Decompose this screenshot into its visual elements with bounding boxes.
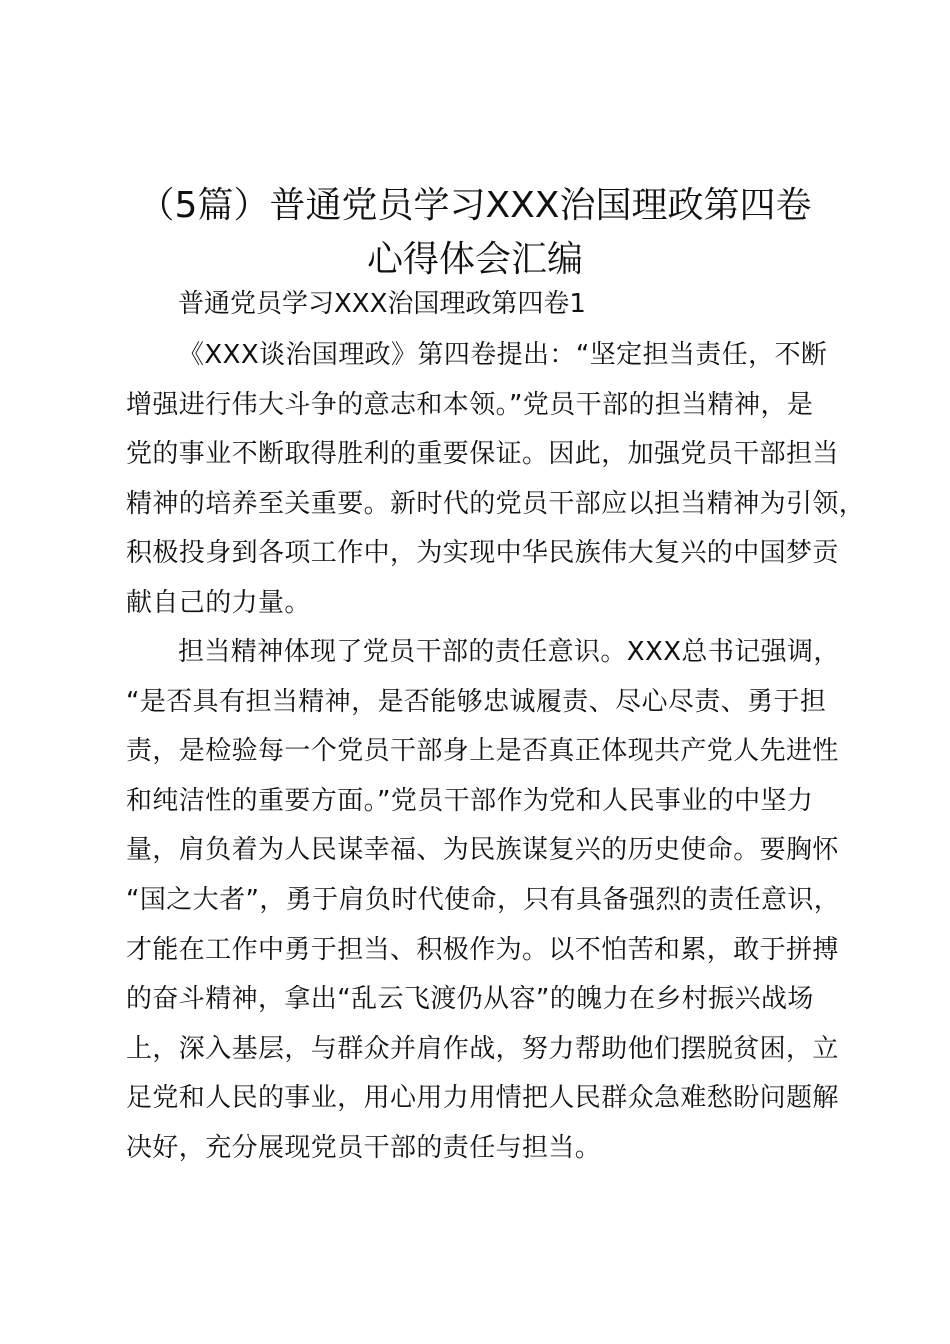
- paragraph-line: 的奋斗精神，拿出“乱云飞渡仍从容”的魄力在乡村振兴战场: [126, 984, 814, 1015]
- paragraph-1: [126, 331, 866, 629]
- paragraph-line: “是否具有担当精神，是否能够忠诚履责、尽心尽责、勇于担: [126, 686, 827, 717]
- paragraph-line: 《XXX谈治国理政》第四卷提出：“坚定担当责任，不断: [178, 340, 828, 370]
- paragraph-line: 足党和人民的事业，用心用力用情把人民群众急难愁盼问题解: [126, 1083, 839, 1114]
- paragraph-line: 担当精神体现了党员干部的责任意识。XXX总书记强调，: [178, 637, 840, 667]
- paragraph-2: [126, 628, 846, 1174]
- document-title-line-2: 心得体会汇编: [366, 239, 583, 280]
- paragraph-line: 和纯洁性的重要方面。”党员干部作为党和人民事业的中坚力: [126, 785, 814, 816]
- paragraph-line: 决好，充分展现党员干部的责任与担当。: [126, 1132, 602, 1163]
- paragraph-line: 精神的培养至关重要。新时代的党员干部应以担当精神为引领，: [126, 488, 866, 519]
- section-subtitle: 普通党员学习XXX治国理政第四卷1: [178, 289, 586, 319]
- paragraph-line: 上，深入基层，与群众并肩作战，努力帮助他们摆脱贫困，立: [126, 1033, 839, 1064]
- paragraph-line: 量，肩负着为人民谋幸福、为民族谋复兴的历史使命。要胸怀: [126, 835, 839, 866]
- paragraph-line: 才能在工作中勇于担当、积极作为。以不怕苦和累，敢于拼搏: [126, 934, 839, 965]
- paragraph-line: 献自己的力量。: [126, 587, 311, 618]
- paragraph-line: “国之大者”，勇于肩负时代使命，只有具备强烈的责任意识，: [126, 884, 841, 915]
- paragraph-line: 增强进行伟大斗争的意志和本领。”党员干部的担当精神，是: [126, 389, 814, 420]
- paragraph-line: 责，是检验每一个党员干部身上是否真正体现共产党人先进性: [126, 736, 839, 767]
- paragraph-line: 积极投身到各项工作中，为实现中华民族伟大复兴的中国梦贡: [126, 538, 839, 569]
- paragraph-line: 党的事业不断取得胜利的重要保证。因此，加强党员干部担当: [126, 439, 839, 470]
- document-title-line-1: （5篇）普通党员学习XXX治国理政第四卷: [138, 185, 812, 226]
